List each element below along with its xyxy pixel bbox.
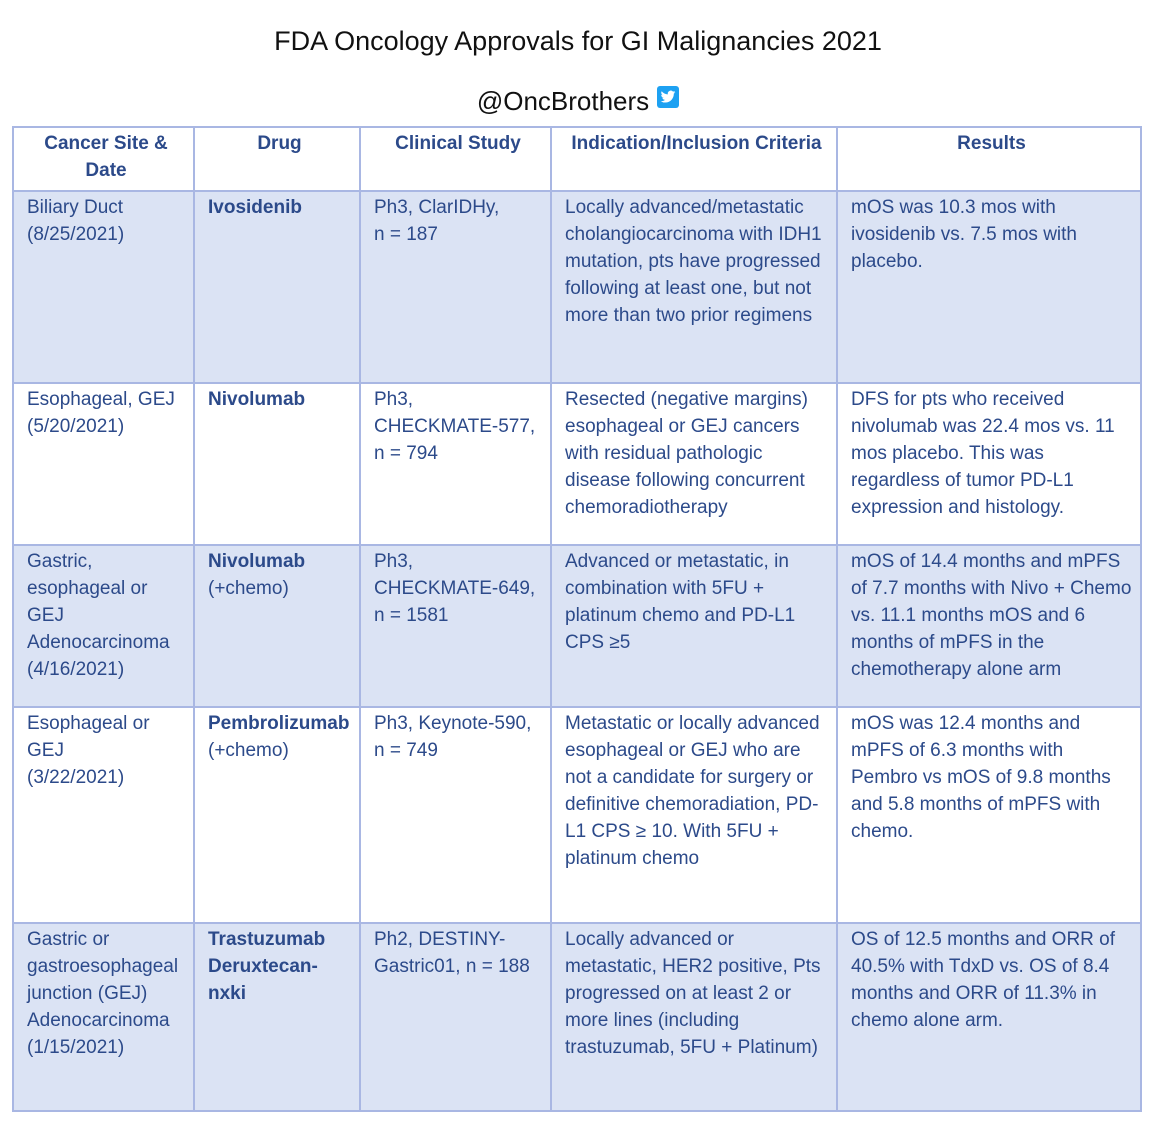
results-cell: OS of 12.5 months and ORR of 40.5% with TdxD vs. OS of 8.4 months and ORR of 11.3% in chemo alone arm. [837, 923, 1141, 1111]
drug-name: Pembrolizumab [208, 713, 350, 734]
results-cell: mOS was 12.4 months and mPFS of 6.3 months with Pembro vs mOS of 9.8 months and 5.8 months of mPFS with chemo. [837, 707, 1141, 923]
drug-cell [194, 707, 360, 923]
table-row [13, 191, 1141, 383]
table-row [13, 545, 1141, 707]
study-cell [360, 545, 551, 707]
results-cell: mOS was 10.3 mos with ivosidenib vs. 7.5 mos with placebo. [837, 191, 1141, 383]
study-cell [360, 923, 551, 1111]
site-text: Biliary Duct [27, 197, 124, 218]
handle-text: @OncBrothers [476, 86, 650, 116]
site-text: Esophageal, GEJ [27, 389, 175, 410]
table-row [13, 707, 1141, 923]
table-header-row [13, 127, 1141, 191]
drug-name: Ivosidenib [208, 197, 302, 218]
study-n-text: n = 187 [374, 224, 438, 245]
site-cell [13, 191, 194, 383]
column-header-study: Clinical Study [360, 127, 551, 191]
drug-name: Trastuzumab Deruxtecan-nxki [208, 929, 326, 1004]
drug-sub: (+chemo) [208, 740, 289, 761]
site-text: Esophageal or GEJ [27, 713, 150, 761]
indication-cell: Metastatic or locally advanced esophageal or GEJ who are not a candidate for surgery or definitive chemoradiation, PD-L1 CPS ≥ 10. With 5FU + platinum chemo [551, 707, 837, 923]
date-text: (5/20/2021) [27, 416, 125, 437]
results-cell: mOS of 14.4 months and mPFS of 7.7 months with Nivo + Chemo vs. 11.1 months mOS and 6 months of mPFS in the chemotherapy alone arm [837, 545, 1141, 707]
study-cell [360, 191, 551, 383]
date-text: (4/16/2021) [27, 659, 125, 680]
twitter-handle [0, 86, 1156, 117]
drug-cell [194, 383, 360, 545]
study-text: Ph3, Keynote-590, [374, 713, 532, 734]
site-text: Gastric or gastroesophageal junction (GEJ) Adenocarcinoma [27, 929, 179, 1031]
study-cell [360, 707, 551, 923]
page-title: FDA Oncology Approvals for GI Malignancies 2021 [274, 26, 882, 56]
results-cell: DFS for pts who received nivolumab was 22.4 mos vs. 11 mos placebo. This was regardless of tumor PD-L1 expression and histology. [837, 383, 1141, 545]
drug-cell [194, 191, 360, 383]
approvals-table [12, 126, 1142, 1112]
column-header-results: Results [837, 127, 1141, 191]
site-cell [13, 923, 194, 1111]
table-row [13, 383, 1141, 545]
date-text: (8/25/2021) [27, 224, 125, 245]
column-header-indication: Indication/Inclusion Criteria [551, 127, 837, 191]
indication-cell: Advanced or metastatic, in combination with 5FU + platinum chemo and PD-L1 CPS ≥5 [551, 545, 837, 707]
study-cell [360, 383, 551, 545]
column-header-drug: Drug [194, 127, 360, 191]
site-cell [13, 383, 194, 545]
date-text: (3/22/2021) [27, 767, 125, 788]
drug-sub: (+chemo) [208, 578, 289, 599]
study-text: Ph2, DESTINY-Gastric01, n = 188 [374, 929, 530, 977]
study-text: Ph3, ClarIDHy, [374, 197, 500, 218]
study-n-text: n = 749 [374, 740, 438, 761]
study-text: Ph3, CHECKMATE-649, n = 1581 [374, 551, 536, 626]
drug-cell [194, 545, 360, 707]
site-cell [13, 707, 194, 923]
study-n-text: n = 794 [374, 443, 438, 464]
indication-cell: Locally advanced or metastatic, HER2 positive, Pts progressed on at least 2 or more lines (including trastuzumab, 5FU + Platinum) [551, 923, 837, 1111]
column-header-site: Cancer Site & Date [13, 127, 194, 191]
twitter-bird-icon [657, 86, 679, 108]
drug-name: Nivolumab [208, 551, 306, 572]
study-text: Ph3, CHECKMATE-577, [374, 389, 536, 437]
date-text: (1/15/2021) [27, 1037, 125, 1058]
site-text: Gastric, esophageal or GEJ Adenocarcinoma [27, 551, 170, 653]
drug-cell [194, 923, 360, 1111]
site-cell [13, 545, 194, 707]
indication-cell: Locally advanced/metastatic cholangiocarcinoma with IDH1 mutation, pts have progressed following at least one, but not more than two prior regimens [551, 191, 837, 383]
table-row [13, 923, 1141, 1111]
drug-name: Nivolumab [208, 389, 306, 410]
indication-cell: Resected (negative margins) esophageal or GEJ cancers with residual pathologic disease following concurrent chemoradiotherapy [551, 383, 837, 545]
